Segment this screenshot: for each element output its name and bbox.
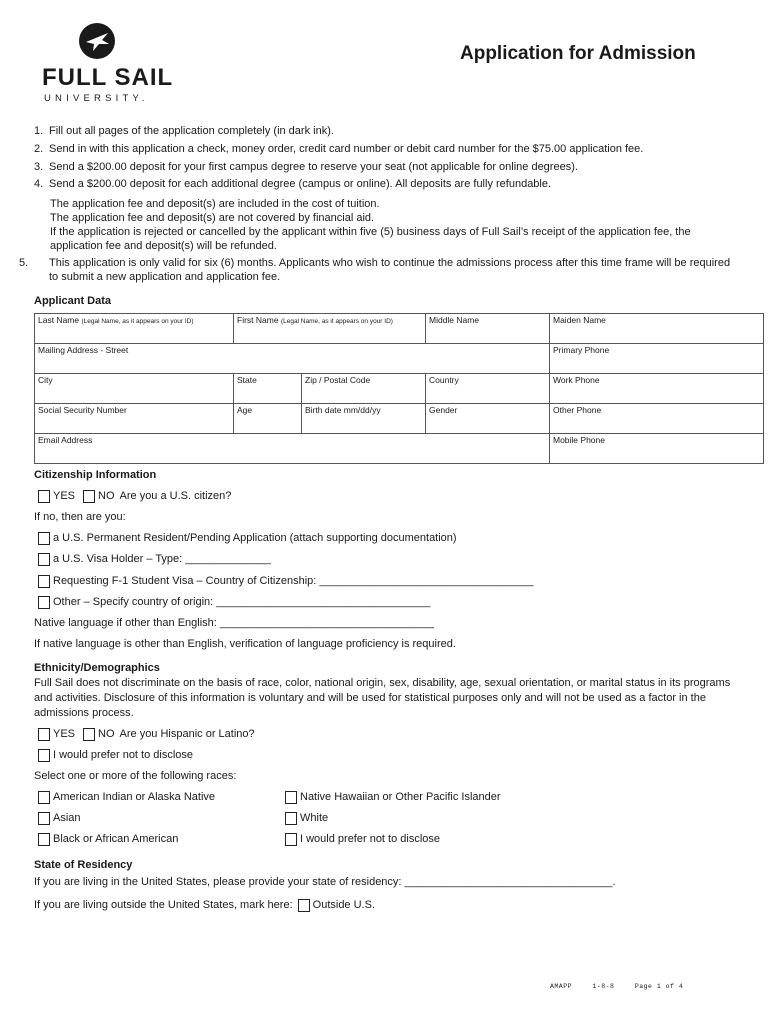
native-language-line: Native language if other than English: ___________________________________ <box>34 617 435 629</box>
citizen-yes-checkbox[interactable] <box>38 490 50 503</box>
race-asian-checkbox[interactable] <box>38 812 50 825</box>
other-country-option: Other – Specify country of origin: ___________________________________ <box>38 595 430 609</box>
city-field[interactable]: City <box>35 374 234 404</box>
mailing-address-field[interactable]: Mailing Address - Street <box>35 344 550 374</box>
maiden-name-field[interactable]: Maiden Name <box>550 314 764 344</box>
birth-date-field[interactable]: Birth date mm/dd/yy <box>302 404 426 434</box>
race-option: White <box>285 811 328 825</box>
instruction-item: 4. Send a $200.00 deposit for each additional degree (campus or online). All deposits are fully refundable. <box>34 178 552 190</box>
gender-field[interactable]: Gender <box>426 404 550 434</box>
table-row <box>35 434 764 464</box>
logo-name: FULL SAIL <box>42 64 174 91</box>
age-field[interactable]: Age <box>234 404 302 434</box>
fee-note: The application fee and deposit(s) are not covered by financial aid. <box>50 212 375 224</box>
f1-visa-option: Requesting F-1 Student Visa – Country of Citizenship: ___________________________________ <box>38 574 534 588</box>
race-american-indian-checkbox[interactable] <box>38 791 50 804</box>
other-country-checkbox[interactable] <box>38 596 50 609</box>
other-phone-field[interactable]: Other Phone <box>550 404 764 434</box>
outside-us-checkbox[interactable] <box>298 899 310 912</box>
primary-phone-field[interactable]: Primary Phone <box>550 344 764 374</box>
refund-note: If the application is rejected or cancelled by the applicant within five (5) business days of Full Sail’s receipt of the application fee, the application fee and deposit(s) will be refunded. <box>50 226 691 252</box>
visa-holder-checkbox[interactable] <box>38 553 50 566</box>
ssn-field[interactable]: Social Security Number <box>35 404 234 434</box>
outside-us-prompt: If you are living outside the United States, mark here: <box>34 899 293 911</box>
no-label: NO <box>98 490 115 502</box>
citizenship-heading: Citizenship Information <box>34 469 157 481</box>
page-title: Application for Admission <box>460 43 696 64</box>
table-row <box>35 404 764 434</box>
race-option: American Indian or Alaska Native <box>38 790 215 804</box>
form-version: 1-8-8 <box>592 983 615 990</box>
no-label: NO <box>98 728 115 740</box>
yes-label: YES <box>53 728 76 740</box>
race-option: I would prefer not to disclose <box>285 832 440 846</box>
logo-subtitle: UNIVERSITY. <box>44 93 149 104</box>
hispanic-question-row <box>38 727 255 741</box>
applicant-data-heading: Applicant Data <box>34 295 112 307</box>
sailboat-logo-icon <box>78 22 116 60</box>
select-races-label: Select one or more of the following races: <box>34 770 237 782</box>
applicant-data-table <box>34 313 764 464</box>
table-row <box>35 374 764 404</box>
permanent-resident-option: a U.S. Permanent Resident/Pending Application (attach supporting documentation) <box>38 531 457 545</box>
first-name-field[interactable]: First Name (Legal Name, as it appears on your ID) <box>234 314 426 344</box>
hispanic-question: Are you Hispanic or Latino? <box>119 728 255 740</box>
table-row <box>35 314 764 344</box>
zip-field[interactable]: Zip / Postal Code <box>302 374 426 404</box>
hispanic-prefer-not-option: I would prefer not to disclose <box>38 748 193 762</box>
visa-holder-option: a U.S. Visa Holder – Type: ______________ <box>38 552 271 566</box>
outside-us-row <box>34 898 375 912</box>
race-prefer-not-checkbox[interactable] <box>285 833 297 846</box>
residency-heading: State of Residency <box>34 859 133 871</box>
hispanic-yes-checkbox[interactable] <box>38 728 50 741</box>
citizen-no-checkbox[interactable] <box>83 490 95 503</box>
state-residency-line: If you are living in the United States, please provide your state of residency: __________________________________. <box>34 876 616 888</box>
form-code: AMAPP <box>550 983 573 990</box>
country-field[interactable]: Country <box>426 374 550 404</box>
outside-us-label: Outside U.S. <box>312 899 375 911</box>
fee-note: The application fee and deposit(s) are included in the cost of tuition. <box>50 198 380 210</box>
hispanic-prefer-not-checkbox[interactable] <box>38 749 50 762</box>
state-field[interactable]: State <box>234 374 302 404</box>
instruction-item: 5. This application is only valid for six (6) months. Applicants who wish to continue the admissions process after this time frame will be required to submit a new application and application fee. <box>19 257 731 283</box>
race-option: Asian <box>38 811 81 825</box>
language-verification-note: If native language is other than English, verification of language proficiency is required. <box>34 638 456 650</box>
last-name-field[interactable]: Last Name (Legal Name, as it appears on your ID) <box>35 314 234 344</box>
page-number: Page 1 of 4 <box>634 983 684 990</box>
instruction-item: 2. Send in with this application a check, money order, credit card number or debit card number for the $75.00 application fee. <box>34 143 644 155</box>
if-no-label: If no, then are you: <box>34 511 126 523</box>
race-option: Black or African American <box>38 832 178 846</box>
ethnicity-heading: Ethnicity/Demographics <box>34 662 160 674</box>
work-phone-field[interactable]: Work Phone <box>550 374 764 404</box>
nondiscrimination-paragraph: Full Sail does not discriminate on the basis of race, color, national origin, sex, disability, age, sexual orientation, or marital status in its programs and activities. Disclosure of this information is voluntary and will be used for statistical purposes only and will not be used as a factor in the admissions process. <box>34 677 731 719</box>
citizen-question: Are you a U.S. citizen? <box>119 490 232 502</box>
yes-label: YES <box>53 490 76 502</box>
citizen-question-row <box>38 489 231 503</box>
mobile-phone-field[interactable]: Mobile Phone <box>550 434 764 464</box>
page-footer <box>550 983 699 990</box>
table-row <box>35 344 764 374</box>
middle-name-field[interactable]: Middle Name <box>426 314 550 344</box>
instruction-item: 3. Send a $200.00 deposit for your first campus degree to reserve your seat (not applicable for online degrees). <box>34 161 578 173</box>
hispanic-no-checkbox[interactable] <box>83 728 95 741</box>
permanent-resident-checkbox[interactable] <box>38 532 50 545</box>
race-white-checkbox[interactable] <box>285 812 297 825</box>
instruction-item: 1. Fill out all pages of the application completely (in dark ink). <box>34 125 334 137</box>
race-option: Native Hawaiian or Other Pacific Islander <box>285 790 501 804</box>
race-black-checkbox[interactable] <box>38 833 50 846</box>
race-pacific-islander-checkbox[interactable] <box>285 791 297 804</box>
email-field[interactable]: Email Address <box>35 434 550 464</box>
f1-visa-checkbox[interactable] <box>38 575 50 588</box>
